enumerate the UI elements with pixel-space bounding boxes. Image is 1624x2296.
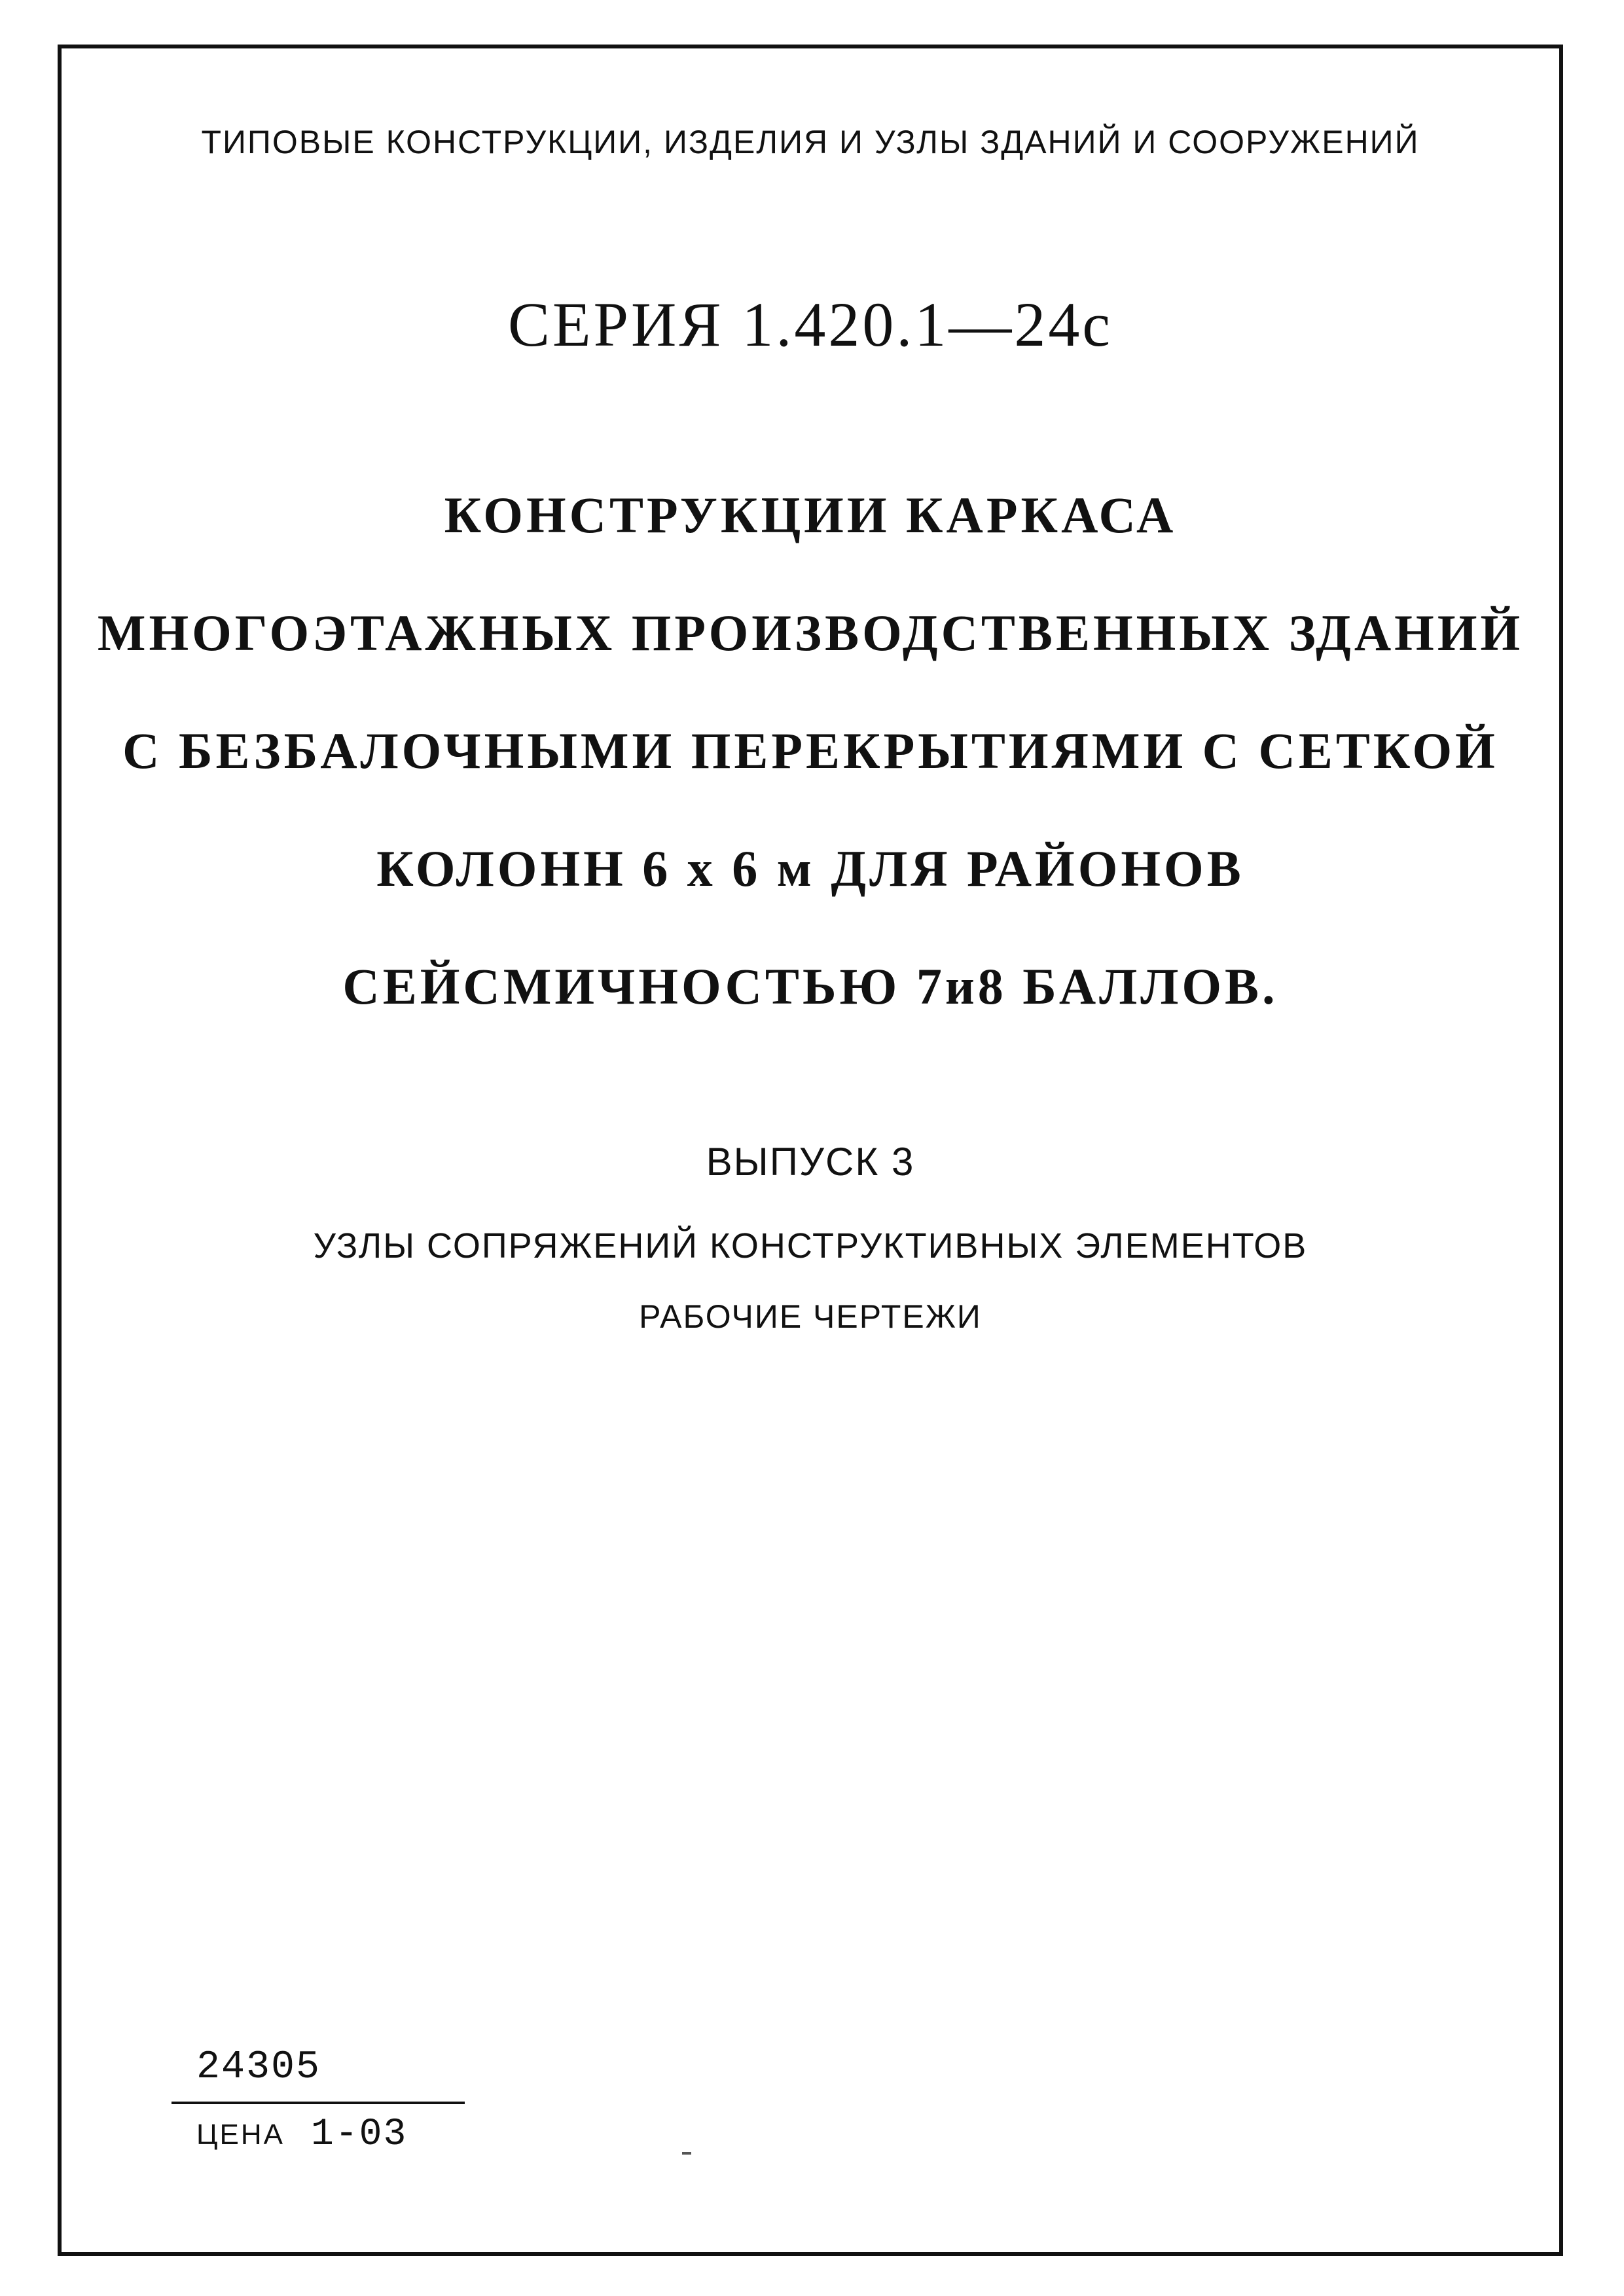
- title-line-1: КОНСТРУКЦИИ КАРКАСА: [444, 486, 1177, 543]
- title-line-5: СЕЙСМИЧНОСТЬЮ 7и8 БАЛЛОВ.: [342, 958, 1278, 1015]
- title-line-2: МНОГОЭТАЖНЫХ ПРОИЗВОДСТВЕННЫХ ЗДАНИЙ: [97, 604, 1524, 661]
- series-number: СЕРИЯ 1.420.1—24с: [507, 289, 1113, 359]
- subtitle-line-2: РАБОЧИЕ ЧЕРТЕЖИ: [639, 1298, 982, 1335]
- price-value: 1-03: [311, 2113, 408, 2156]
- title-line-3: С БЕЗБАЛОЧНЫМИ ПЕРЕКРЫТИЯМИ С СЕТКОЙ: [122, 722, 1498, 779]
- inventory-number: 24305: [196, 2045, 321, 2090]
- header-text: ТИПОВЫЕ КОНСТРУКЦИИ, ИЗДЕЛИЯ И УЗЛЫ ЗДАНИЙ И СООРУЖЕНИЙ: [201, 124, 1420, 160]
- title-line-4: КОЛОНН 6 х 6 м ДЛЯ РАЙОНОВ: [376, 840, 1244, 897]
- subtitle-line-1: УЗЛЫ СОПРЯЖЕНИЙ КОНСТРУКТИВНЫХ ЭЛЕМЕНТОВ: [313, 1226, 1308, 1266]
- scan-speck: [682, 2152, 691, 2155]
- price-label: ЦЕНА: [196, 2119, 285, 2151]
- inventory-underline: [171, 2102, 465, 2104]
- issue-number: ВЫПУСК 3: [706, 1140, 915, 1184]
- price-block: [196, 2113, 408, 2156]
